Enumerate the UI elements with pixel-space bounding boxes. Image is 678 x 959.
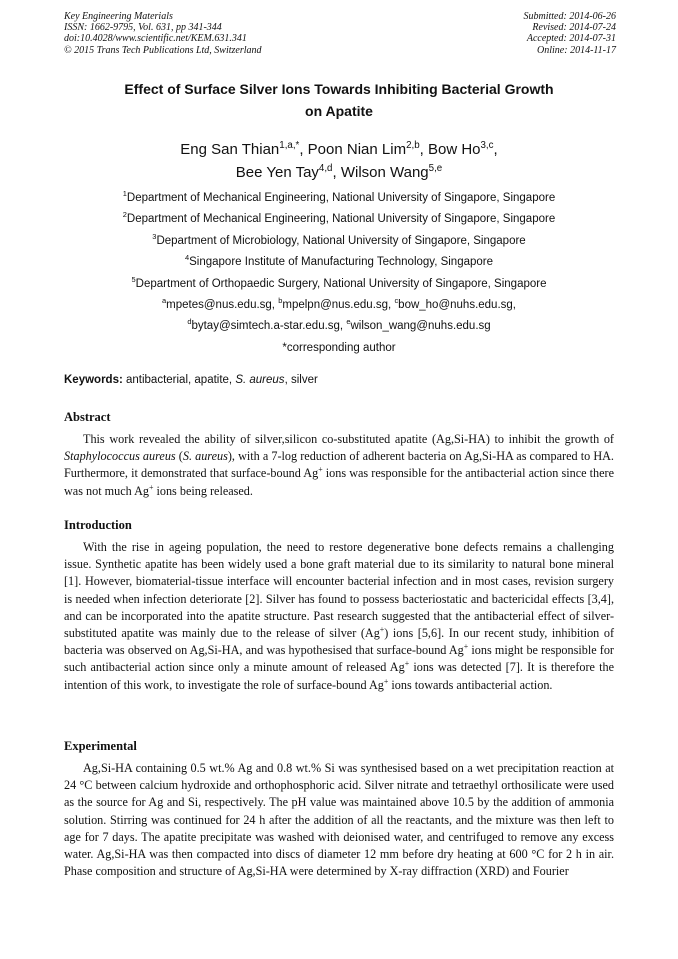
keywords-label: Keywords: (64, 374, 123, 386)
email-line-1 (40, 295, 638, 316)
email-address: bytay@simtech.a-star.edu.sg, (191, 320, 344, 333)
abstract-heading: Abstract (64, 410, 111, 424)
revised-date: Revised: 2014-07-24 (532, 22, 616, 34)
author-line-1: Eng San Thian$^{1,a,*}$, Poon Nian Lim$^{2,b}$, Bow Ho$^{3,c}$, (180, 140, 498, 158)
email-address: wilson_wang@nuhs.edu.sg (350, 320, 491, 333)
affiliations (40, 188, 638, 359)
email-mark: a (162, 296, 167, 306)
introduction-heading: Introduction (64, 518, 132, 532)
affiliation-line (40, 188, 638, 209)
affiliation-line (40, 209, 638, 230)
email-address: mpetes@nus.edu.sg, (166, 299, 276, 312)
affiliation-mark: 2 (122, 210, 127, 220)
author-line-2: Bee Yen Tay$^{4,d}$, Wilson Wang$^{5,e}$ (235, 163, 443, 181)
author-name: Eng San Thian (180, 141, 280, 158)
author-name: Bow Ho (427, 141, 481, 158)
author-affil-mark: 3,c (480, 140, 494, 151)
introduction-text: With the rise in ageing population, the need to restore degenerative bone defects remains a challenging issue. Synthetic apatite has been widely used a bone graft material due to its similarity to natural bone mineral [1]. However, biomaterial-tissue interface will encounter bacterial infection and in most cases, revision surgery is needed when infection deteriorate [2]. Silver has found to possess bacteriostatic and bactericidal effects [3,4], and can be incorporated into the apatite structure. Past research suggested that the antibacterial effect of silver-substituted apatite was mainly due to the release of silver (Ag+) ions [5,6]. In our recent study, inhibition of bacteria was observed on Ag,Si-HA, and was hypothesised that surface-bound Ag+ ions might be responsible for such antibacterial action since only a minute amount of released Ag+ ions was detected [7]. It is therefore the intention of this work, to investigate the role of surface-bound Ag+ ions towards antibacterial action. (64, 540, 614, 692)
submitted-date: Submitted: 2014-06-26 (523, 11, 616, 22)
author-list (40, 138, 638, 184)
affiliation-text: Department of Mechanical Engineering, National University of Singapore, Singapore (126, 192, 556, 204)
email-mark: e (346, 317, 351, 327)
email-mark: b (278, 296, 283, 306)
affiliation-line (40, 252, 638, 273)
keywords-text: , silver (284, 374, 318, 386)
title-line-2: on Apatite (305, 103, 373, 119)
submission-dates (524, 11, 617, 56)
keywords-italic: S. aureus (235, 374, 285, 386)
keywords (64, 374, 318, 386)
email-address: bow_ho@nuhs.edu.sg, (398, 299, 516, 312)
affiliation-mark: 1 (122, 189, 127, 199)
affiliation-text: Singapore Institute of Manufacturing Technology, Singapore (189, 256, 494, 269)
email-mark: c (394, 296, 399, 306)
affiliation-line (40, 231, 638, 252)
author-name: Bee Yen Tay (235, 164, 319, 181)
corresponding-author-note: *corresponding author (282, 341, 396, 354)
experimental-text: Ag,Si-HA containing 0.5 wt.% Ag and 0.8 wt.% Si was synthesised based on a wet precipitation reaction at 24 °C between calcium hydroxide and orthophosphoric acid. Silver nitrate and tetraethyl orthosilicate were used as the source for Ag and Si, respectively. The pH value was maintained above 10.5 by the addition of ammonia solution. Stirring was continued for 24 h after the addition of all the reactants, and the mixture was then left to age for 7 days. The apatite precipitate was washed with deionised water, and centrifuged to remove any excess water. Ag,Si-HA was then compacted into discs of diameter 12 mm before dry heating at 600 °C for 2 h in air. Phase composition and structure of Ag,Si-HA were determined by X-ray diffraction (XRD) and Fourier (64, 761, 614, 879)
accepted-date: Accepted: 2014-07-31 (526, 33, 616, 45)
email-address: mpelpn@nus.edu.sg, (282, 299, 392, 312)
doi-line: doi:10.4028/www.scientific.net/KEM.631.341 (64, 33, 247, 45)
affiliation-line (40, 274, 638, 295)
affiliation-mark: 3 (152, 231, 157, 241)
title-line-1: Effect of Surface Silver Ions Towards Inhibiting Bacterial Growth (124, 81, 554, 97)
abstract-text: This work revealed the ability of silver,silicon co-substituted apatite (Ag,Si-HA) to inhibit the growth of Staphylococcus aureus (S. aureus), with a 7-log reduction of adherent bacteria on Ag,Si-HA as compared to HA. Furthermore, it demonstrated that surface-bound Ag+ ions was responsible for the antibacterial action since there was not much Ag+ ions being released. (64, 432, 615, 498)
experimental-heading: Experimental (64, 739, 137, 753)
author-affil-mark: 4,d (318, 163, 333, 174)
journal-name: Key Engineering Materials (64, 11, 173, 22)
affiliation-text: Department of Microbiology, National University of Singapore, Singapore (156, 234, 526, 247)
online-date: Online: 2014-11-17 (537, 44, 616, 56)
author-name: Wilson Wang (340, 164, 429, 181)
copyright-line: © 2015 Trans Tech Publications Ltd, Switzerland (64, 44, 262, 56)
issn-line: ISSN: 1662-9795, Vol. 631, pp 341-344 (64, 22, 222, 34)
author-affil-mark: 5,e (428, 163, 443, 174)
author-affil-mark: 2,b (406, 140, 420, 151)
email-line-2 (40, 316, 638, 337)
keywords-text: antibacterial, apatite, (126, 374, 233, 386)
author-name: Poon Nian Lim (307, 141, 407, 158)
affiliation-mark: 4 (184, 253, 190, 263)
affiliation-text: Department of Mechanical Engineering, National University of Singapore, Singapore (126, 213, 556, 226)
affiliation-mark: 5 (131, 274, 136, 284)
email-mark: d (187, 317, 192, 327)
journal-info (64, 11, 262, 56)
paper-title (40, 78, 638, 122)
affiliation-text: Department of Orthopaedic Surgery, National University of Singapore, Singapore (135, 277, 547, 290)
author-affil-mark: 1,a,* (279, 140, 300, 151)
